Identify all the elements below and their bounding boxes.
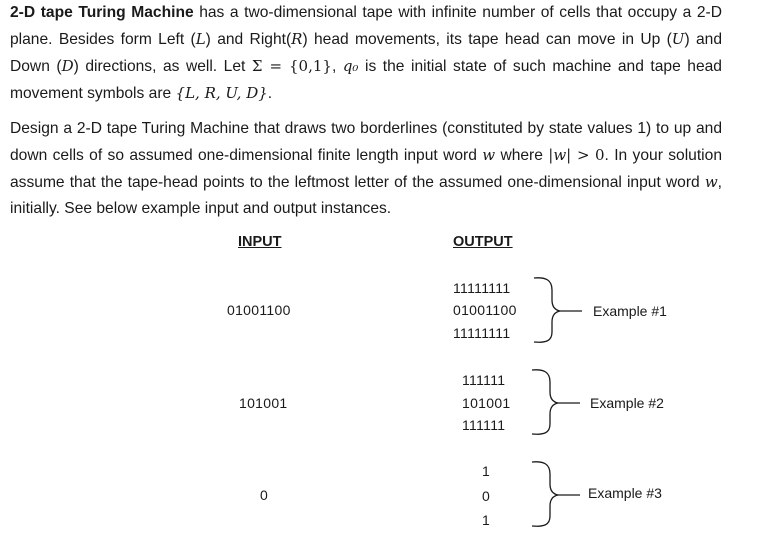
example-2-label: Example #2 (590, 395, 664, 411)
example-1-output-row-2: 01001100 (453, 302, 517, 318)
word-symbol: w (482, 146, 496, 164)
task-text-4: . In your solution assume that the tape-head points to the leftmost letter of the assumed one-dimensional input word (10, 147, 722, 191)
intro-text-6: , (331, 58, 343, 75)
example-1-input: 01001100 (227, 302, 291, 318)
intro-text-5: ) directions, as well. Let (73, 58, 252, 75)
zero-value: 0 (594, 146, 605, 164)
example-2-output-row-2: 101001 (462, 395, 511, 411)
intro-text-7: is the initial state of such machine and tape head movement symbols are (10, 58, 722, 102)
symbol-right: R (291, 30, 303, 48)
task-text-5: , initially. See below example input and output instances. (10, 174, 722, 217)
intro-title: 2-D tape Turing Machine (10, 4, 194, 21)
symbol-down: D (61, 57, 74, 75)
intro-text-1: has a two-dimensional tape with infinite number of cells that occupy a 2-D plane. Besides form Left ( (10, 4, 722, 48)
example-3-brace (530, 458, 590, 530)
intro-text-2: ) and Right( (205, 31, 292, 48)
task-text-1: Design a 2-D tape Turing Machine that draws two borderlines (constituted by state values 1) to up and down cells of so assumed one-dimensional finite length input word (10, 120, 722, 164)
alphabet-expression: Σ = {0,1} (251, 57, 332, 75)
example-1-output-row-3: 11111111 (453, 325, 511, 341)
word-length-expression: |w| > (548, 146, 590, 164)
movement-symbols-set: {L, R, U, D} (175, 84, 268, 102)
intro-text-3: ) head movements, its tape head can move in Up ( (302, 31, 672, 48)
symbol-up: U (671, 30, 685, 48)
example-2-brace (530, 366, 590, 438)
output-column-header: OUTPUT (453, 234, 513, 250)
example-1-output-row-1: 11111111 (453, 280, 511, 296)
example-1-label: Example #1 (593, 303, 667, 319)
intro-text-8: . (267, 85, 273, 102)
example-2-output-row-1: 111111 (462, 372, 506, 388)
example-2-input: 101001 (239, 395, 288, 411)
example-3-label: Example #3 (588, 485, 662, 501)
task-paragraph (10, 116, 722, 222)
problem-intro-paragraph (10, 0, 722, 107)
intro-text-4: ) and Down ( (10, 31, 722, 75)
example-3-input: 0 (260, 487, 269, 503)
example-1-brace (532, 274, 592, 346)
example-2-output-row-3: 111111 (462, 417, 506, 433)
example-3-output-row-1: 1 (482, 463, 491, 479)
example-3-output-row-3: 1 (482, 512, 491, 528)
example-3-output-row-2: 0 (482, 488, 491, 504)
word-symbol-2: w (704, 173, 718, 191)
input-column-header: INPUT (238, 234, 282, 250)
task-text-2: where (495, 147, 549, 164)
initial-state-symbol: q₀ (342, 57, 359, 75)
symbol-left: L (195, 30, 206, 48)
